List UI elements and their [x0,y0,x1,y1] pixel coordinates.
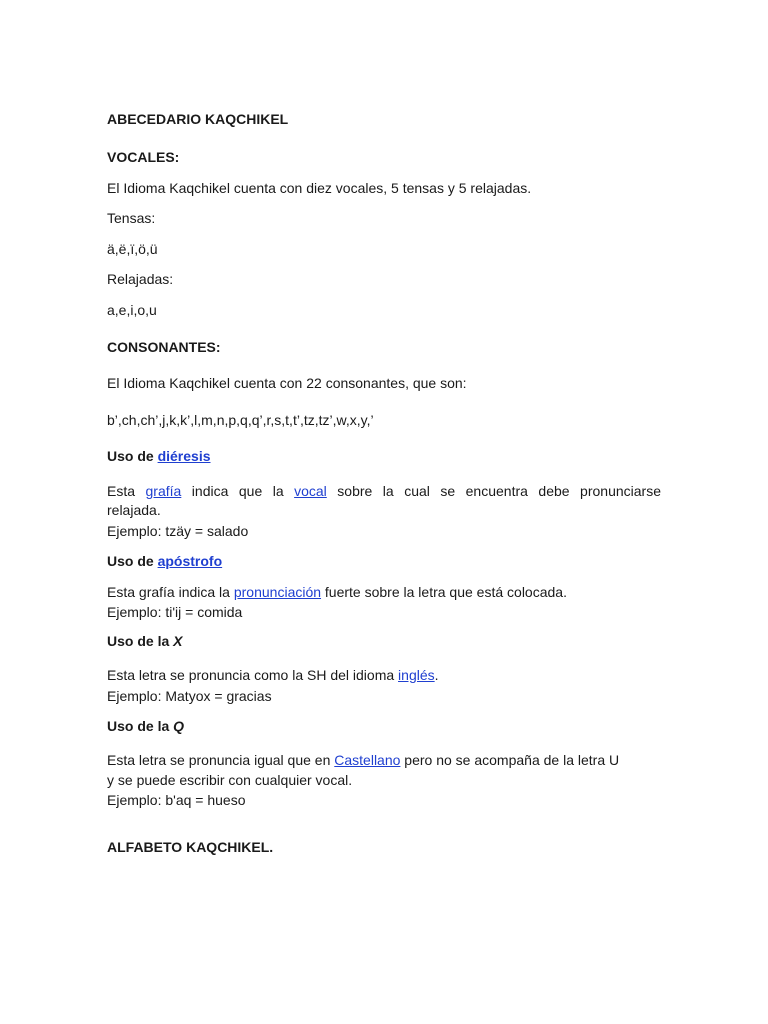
q-example: Ejemplo: b'aq = hueso [107,792,246,808]
consonantes-intro: El Idioma Kaqchikel cuenta con 22 consonantes, que son: [107,375,467,391]
x-text-after: . [434,667,439,683]
apostrofo-example: Ejemplo: ti'ij = comida [107,604,243,620]
word: encuentra [465,483,528,499]
dieresis-heading-prefix: Uso de [107,448,158,464]
q-text-after: pero no se acompaña de la letra U [400,752,620,768]
consonantes-heading: CONSONANTES: [107,339,221,355]
word: indica [191,483,229,499]
apostrofo-link[interactable]: apóstrofo [157,553,223,569]
word: la [382,483,394,499]
x-heading-prefix: Uso de la [107,633,174,649]
consonantes-list: b’,ch,ch’,j,k,k’,l,m,n,p,q,q’,r,s,t,t’,tz,tz’,w,x,y,’ [107,412,374,428]
word: se [440,483,456,499]
q-heading-prefix: Uso de la [107,718,174,734]
grafia-link[interactable]: grafía [145,483,182,499]
x-heading [107,631,182,651]
word: sobre [337,483,373,499]
dieresis-link[interactable]: diéresis [157,448,211,464]
dieresis-text-line1 [107,481,661,501]
apostrofo-text-before: Esta grafía indica la [107,584,234,600]
relajadas-label: Relajadas: [107,271,174,287]
word: pronunciarse [580,483,661,499]
q-heading [107,716,184,736]
x-text-before: Esta letra se pronuncia como la SH del idioma [107,667,399,683]
vocales-intro: El Idioma Kaqchikel cuenta con diez vocales, 5 tensas y 5 relajadas. [107,180,532,196]
ingles-link[interactable]: inglés [398,667,435,683]
q-text-line1 [107,750,619,770]
q-text-line2: y se puede escribir con cualquier vocal. [107,772,353,788]
word: cual [404,483,430,499]
dieresis-text-line2: relajada. [107,502,161,518]
q-text-before: Esta letra se pronuncia igual que en [107,752,335,768]
apostrofo-text-after: fuerte sobre la letra que está colocada. [321,584,567,600]
document-title: ABECEDARIO KAQCHIKEL [107,111,289,127]
x-example: Ejemplo: Matyox = gracias [107,688,272,704]
dieresis-example: Ejemplo: tzäy = salado [107,523,249,539]
pronunciacion-link[interactable]: pronunciación [233,584,322,600]
castellano-link[interactable]: Castellano [334,752,401,768]
word: debe [538,483,570,499]
tensas-list: ä,ë,ï,ö,ü [107,241,158,257]
tensas-label: Tensas: [107,210,156,226]
word: que [238,483,263,499]
apostrofo-heading [107,551,222,571]
alfabeto-heading: ALFABETO KAQCHIKEL. [107,839,274,855]
word: Esta [107,483,136,499]
q-heading-letter: Q [173,718,185,734]
apostrofo-heading-prefix: Uso de [107,553,158,569]
x-heading-letter: X [173,633,183,649]
apostrofo-text [107,582,567,602]
x-text [107,665,439,685]
vocal-link[interactable]: vocal [294,483,327,499]
vocales-heading: VOCALES: [107,149,180,165]
word: la [272,483,284,499]
relajadas-list: a,e,i,o,u [107,302,157,318]
dieresis-heading [107,446,211,466]
